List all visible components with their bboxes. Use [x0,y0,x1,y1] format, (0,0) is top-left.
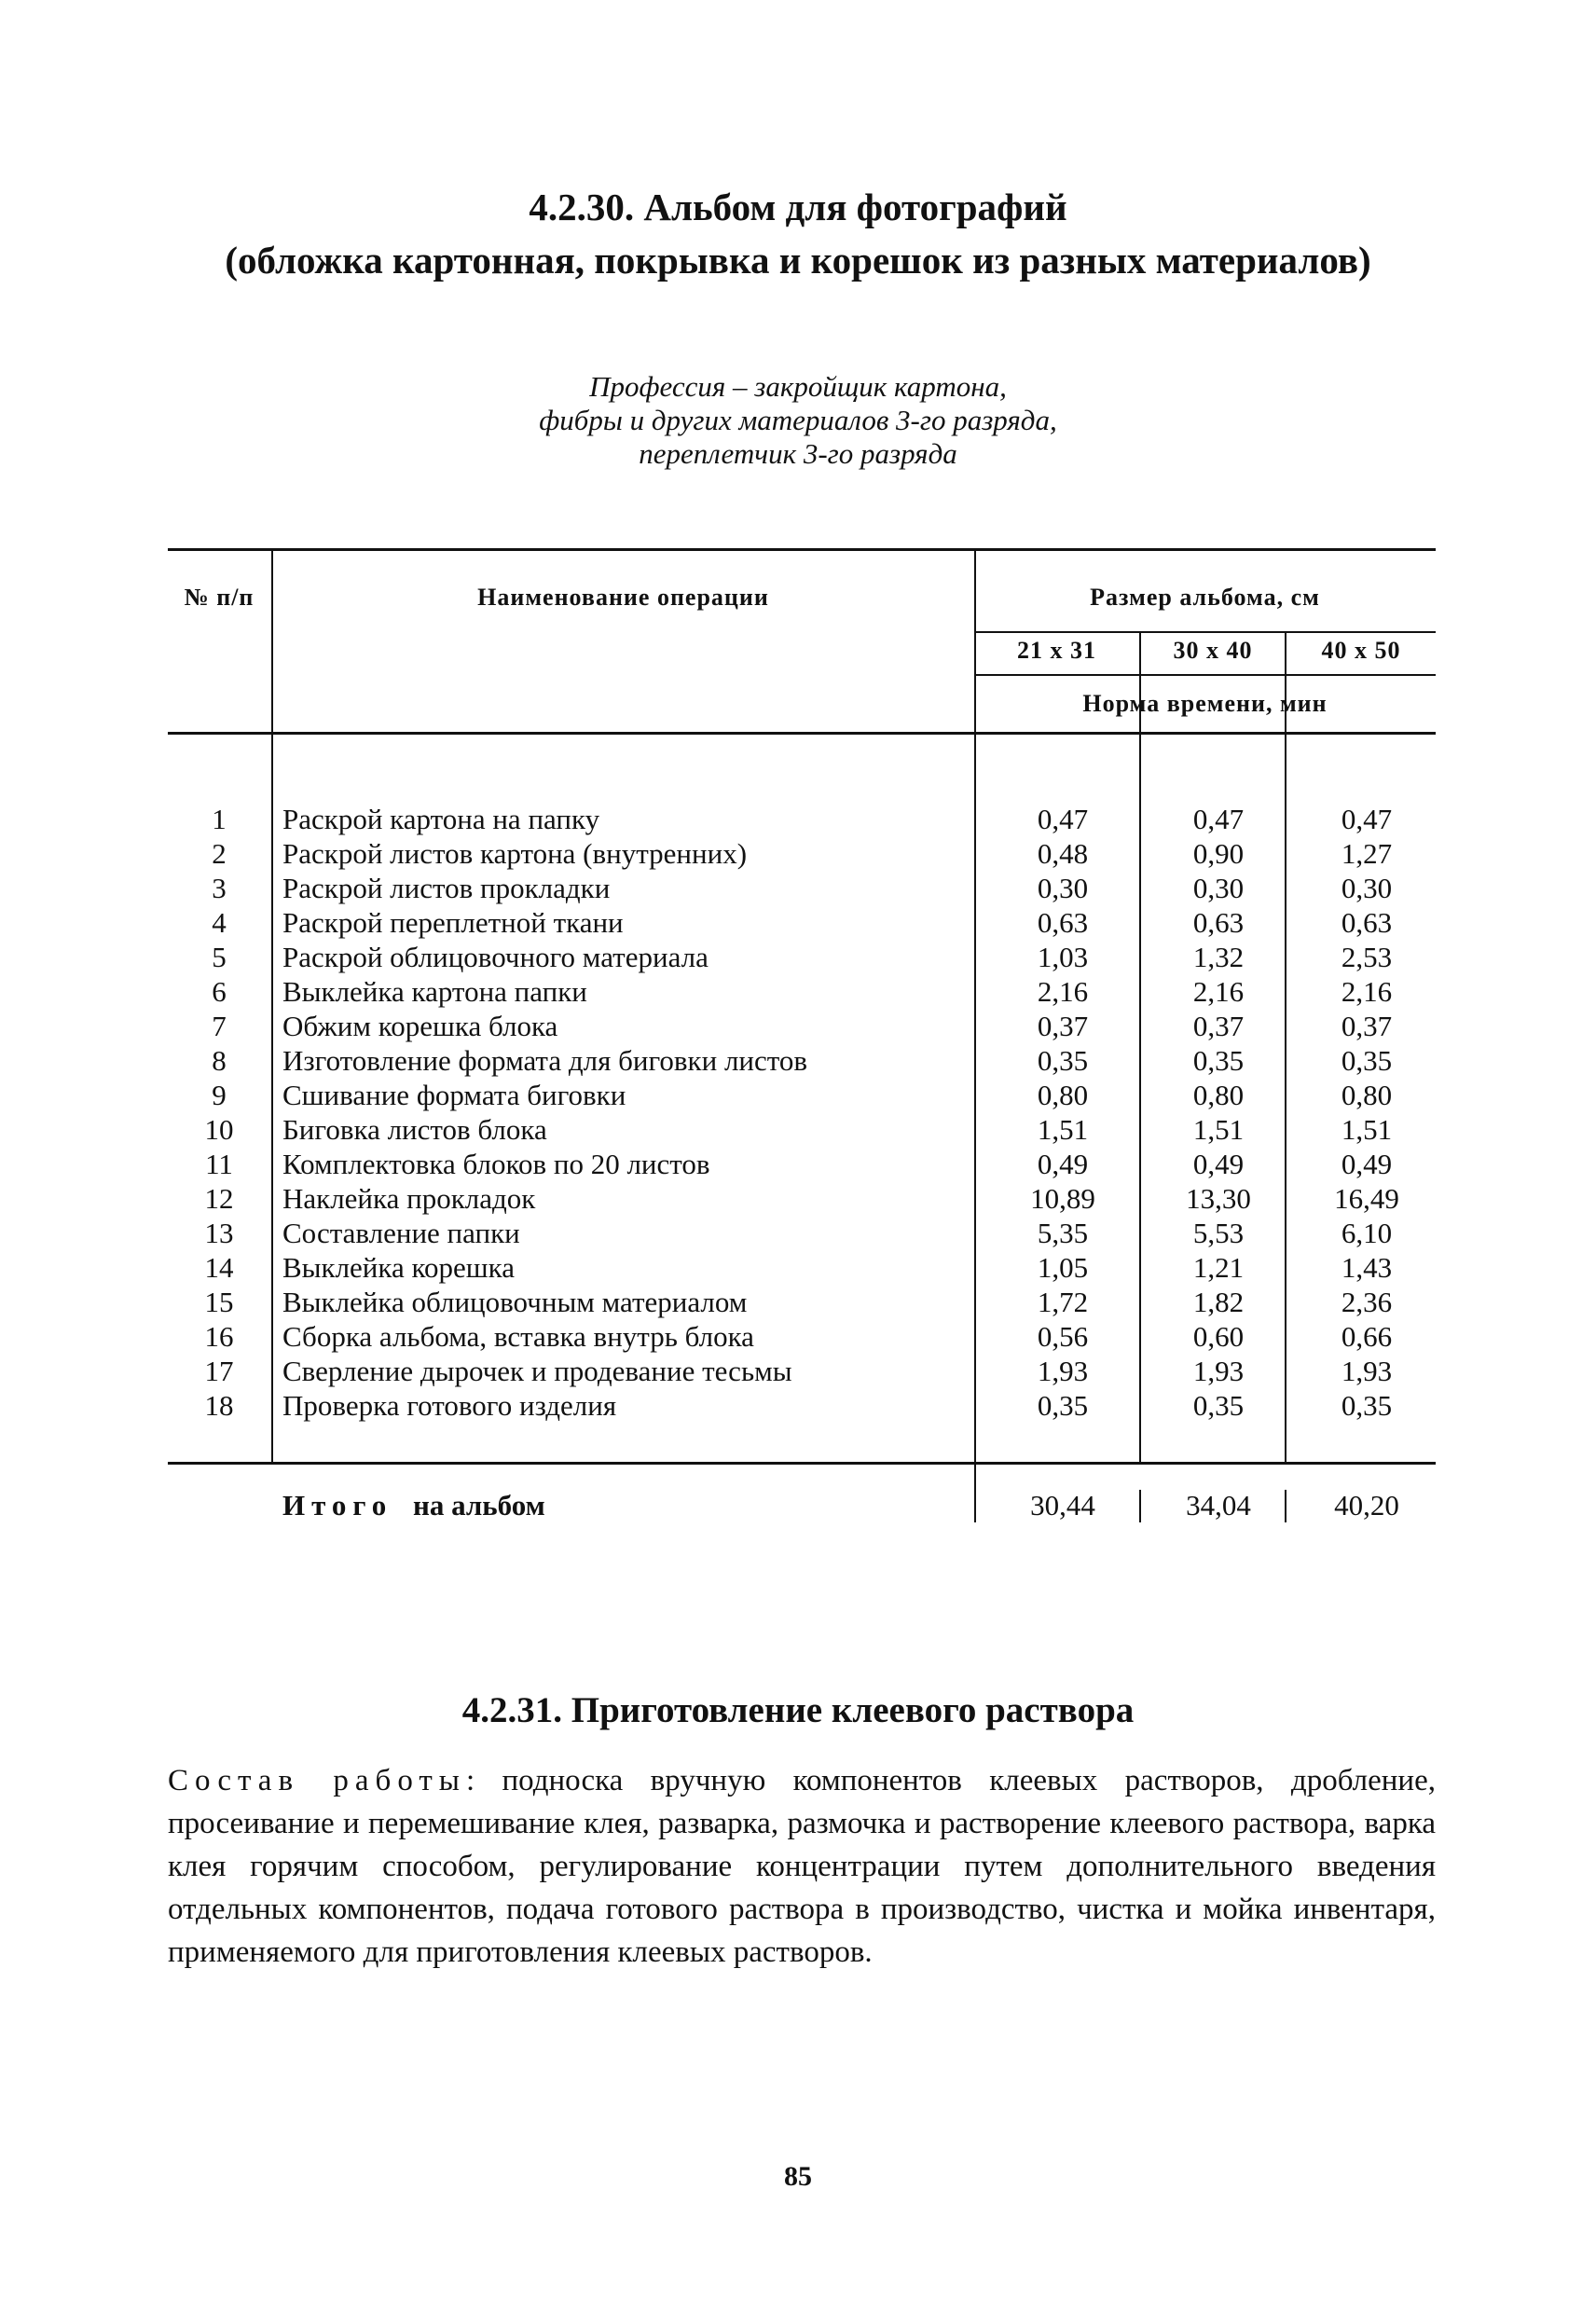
value-cell: 0,35 [1192,1044,1245,1077]
value-cell: 1,82 [1192,1286,1245,1318]
value-cell: 0,63 [1037,906,1089,939]
value-cell: 2,36 [1341,1286,1393,1318]
value-cell: 0,37 [1037,1010,1089,1042]
value-cell: 6,10 [1341,1217,1393,1249]
operation-cell: Раскрой переплетной ткани [282,906,624,939]
value-cell: 0,63 [1192,906,1245,939]
value-cell: 1,21 [1192,1251,1245,1284]
value-cell: 1,43 [1341,1251,1393,1284]
value-cell: 0,30 [1341,872,1393,904]
value-cell: 1,93 [1037,1355,1089,1387]
section-title-line2: (обложка картонная, покрывка и корешок из разных материалов) [225,239,1371,282]
table-row: 12 [204,1182,234,1215]
value-cell: 1,51 [1192,1113,1245,1146]
value-cell: 1,05 [1037,1251,1089,1284]
operation-cell: Комплектовка блоков по 20 листов [282,1148,710,1180]
value-cell: 0,49 [1037,1148,1089,1180]
table-row: 9 [212,1079,227,1111]
value-cell: 2,16 [1341,975,1393,1008]
value-cell: 5,53 [1192,1217,1245,1249]
value-cell: 0,35 [1037,1389,1089,1422]
section-title-line1: 4.2.30. Альбом для фотографий [529,186,1067,228]
body-bottom-rule [168,1462,1436,1465]
value-cell: 1,72 [1037,1286,1089,1318]
table-row: 6 [212,975,227,1008]
table-top-rule [168,548,1436,551]
value-cell: 0,47 [1192,803,1245,835]
work-description [168,1759,1436,1974]
total-size-3: 40,20 [1334,1489,1399,1521]
value-cell: 0,35 [1341,1044,1393,1077]
col-size2-cells [1149,802,1288,1423]
profession-line3: переплетчик 3-го разряда [639,437,957,470]
profession-line2: фибры и других материалов 3-го разряда, [539,404,1057,436]
total-size-1: 30,44 [1030,1489,1095,1521]
value-cell: 0,60 [1192,1320,1245,1353]
value-cell: 0,37 [1341,1010,1393,1042]
value-cell: 0,49 [1341,1148,1393,1180]
operation-cell: Выклейка картона папки [282,975,587,1008]
value-cell: 0,35 [1341,1389,1393,1422]
table-row: 8 [212,1044,227,1077]
value-cell: 1,51 [1341,1113,1393,1146]
value-cell: 1,27 [1341,837,1393,870]
operation-cell: Выклейка облицовочным материалом [282,1286,748,1318]
table-row: 7 [212,1010,227,1042]
total-label-rest: на альбом [413,1489,545,1521]
size-values-rule [974,674,1436,676]
col-operation-cells [282,802,807,1423]
header-bottom-rule [168,732,1436,735]
operation-cell: Раскрой листов картона (внутренних) [282,837,748,870]
value-cell: 10,89 [1030,1182,1095,1215]
value-cell: 0,49 [1192,1148,1245,1180]
size-group-rule [974,631,1436,633]
operation-cell: Сшивание формата биговки [282,1079,626,1111]
table-row: 5 [212,941,227,973]
header-size-2: 30 x 40 [1173,637,1253,664]
header-size-3: 40 x 50 [1321,637,1401,664]
table-row: 17 [204,1355,234,1387]
operation-cell: Наклейка прокладок [282,1182,536,1215]
header-size-1: 21 x 31 [1017,637,1096,664]
value-cell: 0,37 [1192,1010,1245,1042]
operation-cell: Сборка альбома, вставка внутрь блока [282,1320,754,1353]
value-cell: 0,35 [1037,1044,1089,1077]
total-size-2: 34,04 [1186,1489,1251,1521]
operation-cell: Обжим корешка блока [282,1010,558,1042]
operation-cell: Раскрой облицовочного материала [282,941,709,973]
table-row: 15 [204,1286,234,1318]
value-cell: 2,16 [1037,975,1089,1008]
page-number: 85 [784,2161,812,2192]
value-cell: 1,93 [1192,1355,1245,1387]
col-size3-cells [1292,802,1441,1423]
table-row: 11 [205,1148,233,1180]
value-cell: 5,35 [1037,1217,1089,1249]
value-cell: 0,48 [1037,837,1089,870]
header-operation: Наименование операции [477,584,769,611]
value-cell: 2,53 [1341,941,1393,973]
value-cell: 1,32 [1192,941,1245,973]
value-cell: 0,30 [1037,872,1089,904]
value-cell: 0,47 [1341,803,1393,835]
value-cell: 1,51 [1037,1113,1089,1146]
value-cell: 0,90 [1192,837,1245,870]
total-label-word: Итого [282,1489,393,1521]
value-cell: 0,63 [1341,906,1393,939]
value-cell: 0,35 [1192,1389,1245,1422]
col-divider-1 [271,548,273,1462]
table-row: 1 [212,803,227,835]
operation-cell: Раскрой листов прокладки [282,872,611,904]
operation-cell: Изготовление формата для биговки листов [282,1044,808,1077]
header-num: № п/п [184,584,255,611]
work-description-body: подноска вручную компонентов клеевых растворов, дробление, просеивание и перемешивание клея, разварка, размочка и растворение клеевого раствора, варка клея горячим способом, регулирование концентрации путем дополнительного введения отдельных компонентов, подача готового раствора в производство, чистка и мойка инвентаря, применяемого для приготовления клеевых растворов. [168,1764,1436,1969]
value-cell: 0,66 [1341,1320,1393,1353]
table-row: 16 [204,1320,234,1353]
operation-cell: Проверка готового изделия [282,1389,617,1422]
value-cell: 16,49 [1334,1182,1399,1215]
table-row: 2 [212,837,227,870]
operation-cell: Сверление дырочек и продевание тесьмы [282,1355,792,1387]
table-row: 10 [204,1113,234,1146]
col-num-cells [168,802,270,1423]
table-row: 13 [204,1217,234,1249]
profession-line1: Профессия – закройщик картона, [589,370,1007,403]
value-cell: 0,56 [1037,1320,1089,1353]
work-description-colon: : [465,1764,475,1797]
value-cell: 1,93 [1341,1355,1393,1387]
operation-cell: Биговка листов блока [282,1113,547,1146]
col-size1-cells [979,802,1147,1423]
table-row: 14 [204,1251,234,1284]
value-cell: 1,03 [1037,941,1089,973]
value-cell: 0,47 [1037,803,1089,835]
table-row: 4 [212,906,227,939]
operation-cell: Выклейка корешка [282,1251,515,1284]
value-cell: 2,16 [1192,975,1245,1008]
header-size-group: Размер альбома, см [1090,584,1320,611]
operation-cell: Составление папки [282,1217,520,1249]
value-cell: 0,80 [1192,1079,1245,1111]
value-cell: 0,80 [1341,1079,1393,1111]
section-4-2-31-title: 4.2.31. Приготовление клеевого раствора [461,1690,1135,1730]
total-label [282,1489,545,1522]
value-cell: 13,30 [1186,1182,1251,1215]
operation-cell: Раскрой картона на папку [282,803,600,835]
table-row: 3 [212,872,227,904]
header-norm: Норма времени, мин [1082,690,1328,717]
table-row: 18 [204,1389,234,1422]
value-cell: 0,80 [1037,1079,1089,1111]
work-description-lead: Состав работы [168,1764,466,1797]
value-cell: 0,30 [1192,872,1245,904]
